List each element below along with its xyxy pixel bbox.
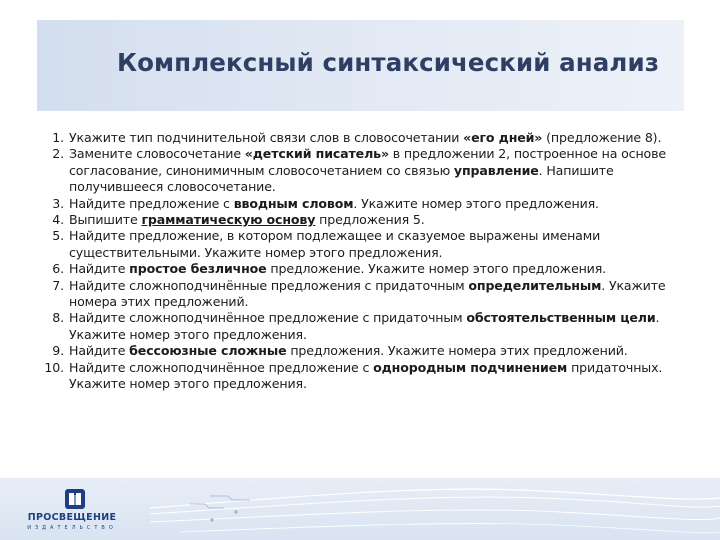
- logo-subtext: ИЗДАТЕЛЬСТВО: [27, 525, 117, 531]
- task-number: 3.: [52, 195, 64, 211]
- task-text: Найдите сложноподчинённые предложения с придаточным: [69, 277, 469, 293]
- task-text: предложение. Укажите номер этого предложения.: [266, 261, 606, 277]
- task-item: [14, 228, 704, 261]
- book-icon: [64, 488, 86, 510]
- task-emphasis: обстоятельственным цели: [466, 310, 656, 326]
- task-text: Найдите: [69, 261, 130, 277]
- task-item: [14, 310, 704, 343]
- task-number: 9.: [52, 343, 64, 359]
- task-item: [14, 196, 704, 212]
- task-item: [14, 278, 704, 311]
- task-text: Замените словосочетание: [69, 146, 245, 162]
- task-item: [14, 212, 704, 228]
- task-text: (предложение 8).: [542, 130, 662, 145]
- task-text: в предложении 2, построенное на основе согласование, синонимичным словосочетанием со связью: [69, 146, 666, 178]
- slide-title: Комплексный синтаксический анализ: [117, 48, 660, 77]
- task-text: . Напишите получившееся словосочетание.: [69, 162, 614, 195]
- task-emphasis: определительным: [468, 277, 602, 293]
- task-item: [14, 146, 704, 195]
- task-emphasis: простое безличное: [129, 261, 267, 277]
- task-text: . Укажите номера этих предложений.: [69, 277, 666, 310]
- task-number: 5.: [52, 228, 64, 244]
- task-number: 10.: [44, 359, 64, 375]
- task-number: 2.: [52, 146, 64, 162]
- task-emphasis: «его дней»: [463, 130, 543, 145]
- title-banner: [37, 20, 684, 111]
- task-text: . Укажите номер этого предложения.: [69, 310, 660, 342]
- task-text: Найдите сложноподчинённое предложение с: [69, 359, 374, 375]
- task-text: предложения 5.: [315, 212, 425, 228]
- task-emphasis: вводным словом: [233, 195, 354, 211]
- task-number: 6.: [52, 261, 64, 277]
- publisher-logo: [14, 488, 130, 536]
- task-item: [14, 261, 704, 277]
- task-text: Найдите предложение, в котором подлежащее и сказуемое выражены именами существительными. Укажите номер этого предложения.: [69, 228, 601, 260]
- task-text: Найдите: [69, 343, 130, 359]
- task-emphasis: «детский писатель»: [244, 146, 389, 162]
- task-list: [14, 130, 704, 393]
- task-number: 7.: [52, 277, 64, 293]
- task-item: [14, 360, 704, 393]
- task-text: придаточных. Укажите номер этого предложения.: [69, 359, 663, 392]
- task-number: 8.: [52, 310, 64, 326]
- logo-wordmark: ПРОСВЕЩЕНИЕ: [27, 512, 117, 523]
- task-text: Укажите тип подчинительной связи слов в словосочетании: [69, 130, 464, 145]
- task-emphasis: грамматическую основу: [141, 212, 316, 228]
- task-emphasis: управление: [453, 162, 539, 178]
- task-item: [14, 130, 704, 146]
- task-number: 1.: [52, 130, 64, 145]
- task-text: . Укажите номер этого предложения.: [353, 195, 599, 211]
- task-text: Найдите сложноподчинённое предложение с придаточным: [69, 310, 467, 326]
- task-item: [14, 343, 704, 359]
- task-emphasis: бессоюзные сложные: [129, 343, 287, 359]
- task-emphasis: однородным подчинением: [373, 359, 568, 375]
- task-text: Найдите предложение с: [69, 195, 234, 211]
- task-text: Выпишите: [69, 212, 142, 228]
- task-text: предложения. Укажите номера этих предложений.: [286, 343, 628, 359]
- task-number: 4.: [52, 212, 64, 228]
